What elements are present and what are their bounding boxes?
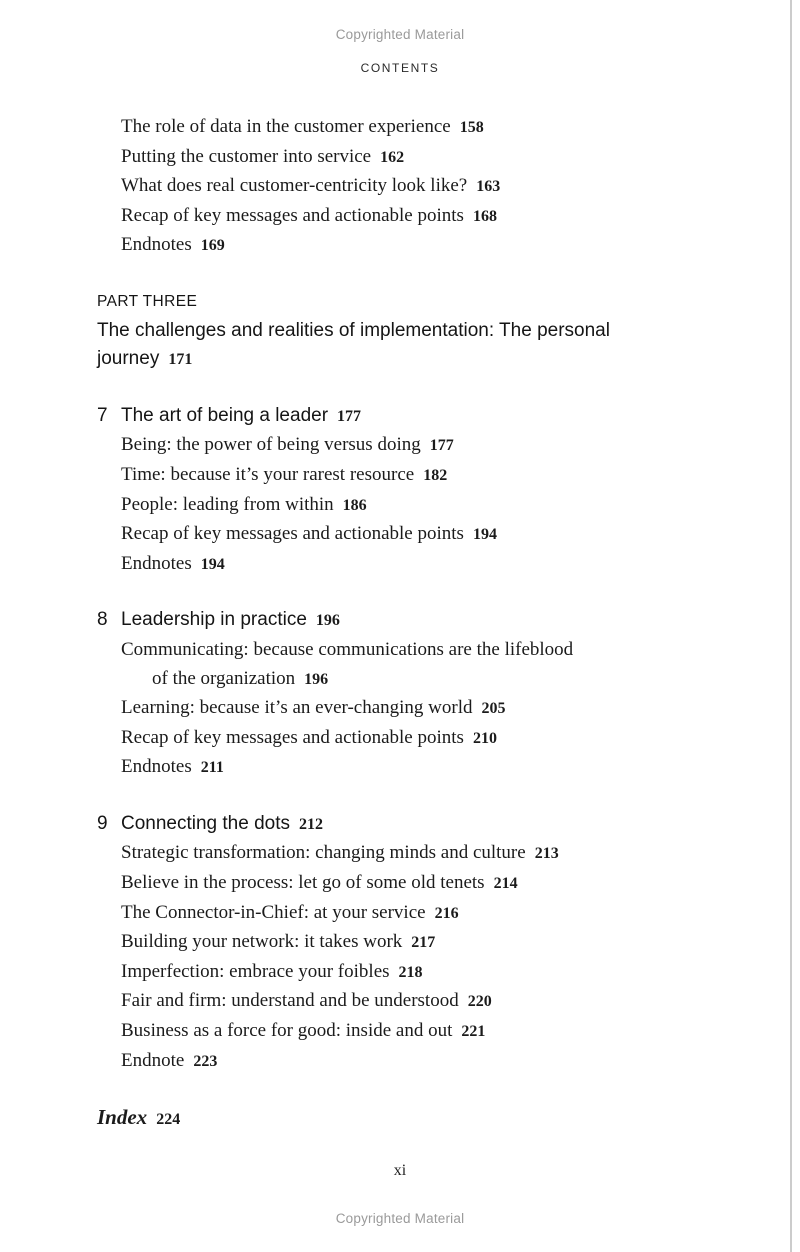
- toc-entry-label: Endnotes: [121, 234, 192, 256]
- chapter-heading: [0, 606, 800, 636]
- toc-entry-page: 196: [304, 670, 329, 688]
- toc-entry-label: Imperfection: embrace your foibles: [121, 960, 390, 982]
- toc-entry: [0, 899, 800, 929]
- chapter-heading: [0, 810, 800, 840]
- toc-entry-label: Believe in the process: let go of some old tenets: [121, 872, 485, 894]
- toc-entry-page: 220: [467, 993, 492, 1011]
- toc-entry-label: Recap of key messages and actionable points: [121, 523, 464, 545]
- toc-entry: [0, 724, 800, 754]
- toc-entry-page: 158: [459, 119, 484, 136]
- toc-entry-page: 205: [481, 700, 506, 718]
- chapter-number: 8: [97, 609, 108, 631]
- toc-entry: [0, 636, 800, 665]
- toc-entry-page: 186: [342, 496, 367, 514]
- toc-entry: [0, 958, 800, 988]
- toc-entry-label: Communicating: because communications are the lifeblood: [121, 638, 574, 660]
- toc-entry-label: Business as a force for good: inside and out: [121, 1020, 453, 1042]
- toc-entry-label: Endnotes: [121, 552, 192, 574]
- chapter-page: 177: [337, 407, 362, 425]
- chapter-title: Leadership in practice: [121, 609, 307, 631]
- toc-entry-page: 221: [461, 1023, 486, 1041]
- part-kicker: PART THREE: [97, 292, 198, 310]
- toc-entry-label: Being: the power of being versus doing: [121, 434, 421, 456]
- index-page: 224: [156, 1111, 181, 1129]
- toc-entry-page: 216: [434, 904, 459, 922]
- part-title-line2: [0, 345, 800, 375]
- toc-entry: [0, 869, 800, 899]
- toc-entry-page: 194: [472, 526, 497, 544]
- toc-entry: [0, 1047, 800, 1077]
- chapter-number: 7: [97, 404, 108, 426]
- toc-entry-label: Strategic transformation: changing minds and culture: [121, 842, 526, 864]
- toc-entry-label: of the organization: [152, 667, 296, 689]
- toc-entry: [0, 839, 800, 869]
- toc-entry: [0, 520, 800, 550]
- toc-entry-page: 214: [493, 875, 518, 893]
- toc-entry: [0, 143, 800, 173]
- toc-entry-continuation: [0, 665, 800, 695]
- part-title-line1: [0, 317, 800, 346]
- toc-entry-page: 223: [193, 1052, 218, 1070]
- top-copyright-notice: Copyrighted Material: [335, 27, 465, 42]
- toc-entry-page: 210: [472, 729, 497, 747]
- toc-entry-page: 211: [200, 759, 224, 777]
- toc-entry-label: What does real customer-centricity look like?: [121, 175, 468, 197]
- toc-entry-page: 218: [398, 963, 423, 981]
- chapter-heading: [0, 402, 800, 432]
- toc-entry: [0, 231, 800, 261]
- toc-entry: [0, 928, 800, 958]
- toc-entry: [0, 550, 800, 580]
- toc-entry: [0, 753, 800, 783]
- toc-entry: [0, 172, 800, 202]
- chapter-title: Connecting the dots: [121, 812, 291, 834]
- toc-entry-page: 162: [380, 148, 405, 166]
- toc-entry-page: 163: [476, 178, 501, 196]
- part-page: 171: [168, 351, 193, 369]
- toc-entry-label: Endnotes: [121, 756, 192, 778]
- toc-entry-page: 168: [472, 207, 497, 225]
- toc-entry-label: Fair and firm: understand and be understood: [121, 990, 459, 1012]
- contents-header: CONTENTS: [360, 61, 440, 75]
- toc-entry: [0, 491, 800, 521]
- chapter-page: 196: [315, 612, 340, 630]
- toc-entry-label: People: leading from within: [121, 493, 334, 515]
- part-title-text: journey: [97, 348, 160, 370]
- part-title-text: The challenges and realities of implementation: The personal: [97, 319, 610, 341]
- toc-entry: [0, 113, 800, 143]
- toc-entry-label: Recap of key messages and actionable points: [121, 204, 464, 226]
- toc-entry-page: 182: [423, 466, 448, 484]
- toc-entry-label: Learning: because it’s an ever-changing world: [121, 697, 473, 719]
- toc-entry-label: Building your network: it takes work: [121, 931, 403, 953]
- toc-entry-page: 177: [429, 437, 454, 455]
- toc-entry: [0, 1017, 800, 1047]
- page-folio: xi: [393, 1162, 407, 1179]
- toc-entry: [0, 987, 800, 1017]
- toc-entry: [0, 431, 800, 461]
- toc-entry-label: Endnote: [121, 1049, 185, 1071]
- chapter-page: 212: [299, 815, 324, 833]
- toc-entry-page: 169: [200, 237, 225, 255]
- toc-entry-label: The role of data in the customer experience: [121, 116, 451, 137]
- bottom-copyright-notice: Copyrighted Material: [335, 1211, 465, 1226]
- chapter-number: 9: [97, 812, 108, 834]
- chapter-title: The art of being a leader: [121, 404, 329, 426]
- toc-entry-label: Time: because it’s your rarest resource: [121, 463, 415, 485]
- toc-entry: [0, 202, 800, 232]
- toc-entry-page: 213: [534, 845, 559, 863]
- toc-entry-page: 217: [411, 934, 436, 952]
- table-of-contents: [0, 113, 800, 1135]
- toc-entry-label: The Connector-in-Chief: at your service: [121, 901, 426, 923]
- toc-entry: [0, 461, 800, 491]
- toc-entry-label: Putting the customer into service: [121, 145, 372, 167]
- toc-entry-label: Recap of key messages and actionable points: [121, 726, 464, 748]
- scan-page-edge: [790, 0, 792, 1252]
- toc-entry-page: 194: [200, 555, 225, 573]
- index-label: Index: [97, 1105, 148, 1130]
- toc-entry: [0, 694, 800, 724]
- index-entry: [0, 1103, 800, 1135]
